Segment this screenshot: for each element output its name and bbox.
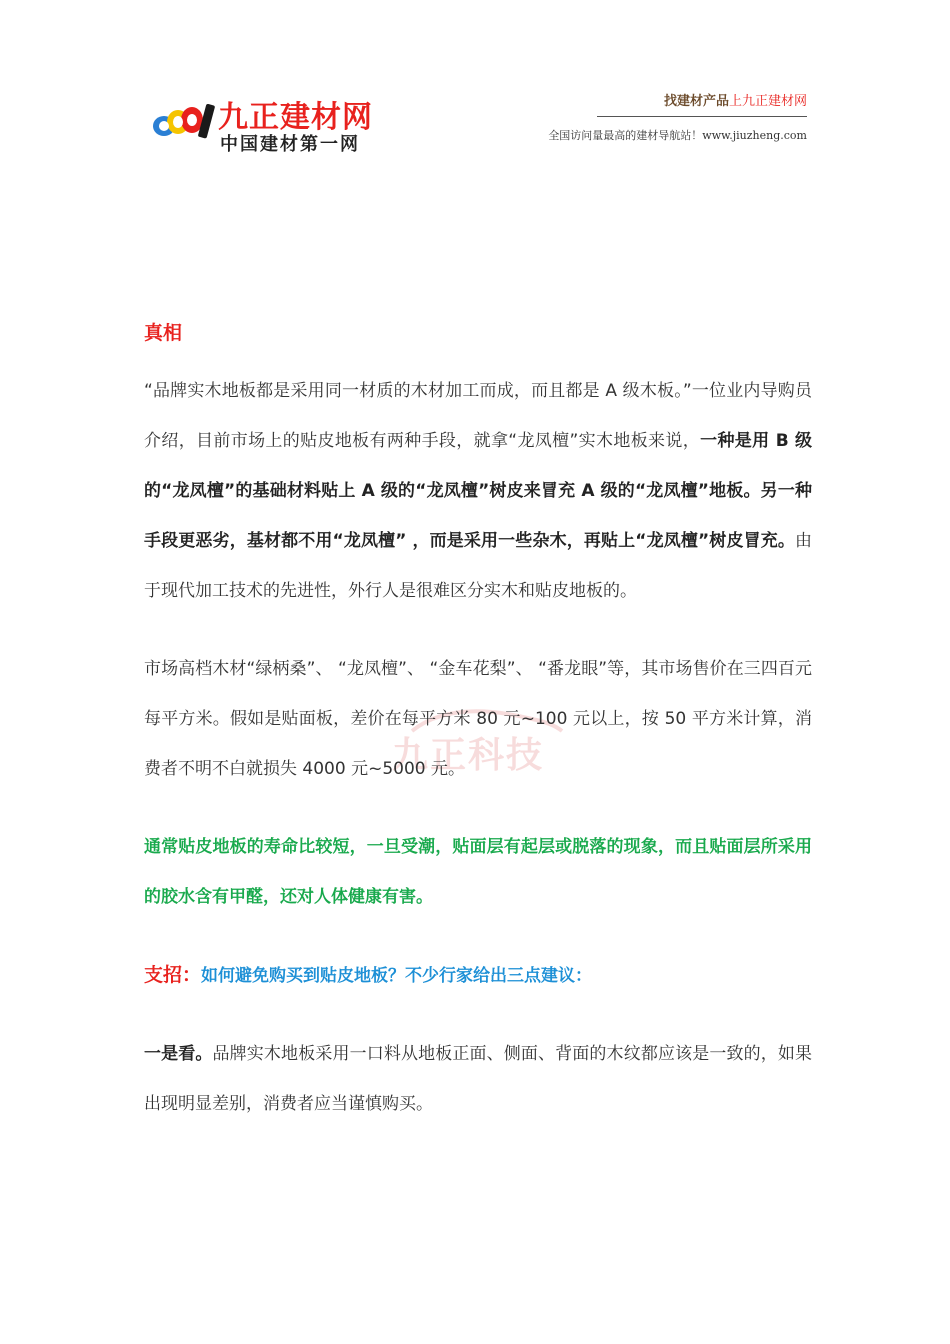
logo-slogan: 中国建材第一网 bbox=[220, 134, 360, 155]
tagline-prefix: 找建材产品 bbox=[663, 94, 729, 109]
paragraph-2: 市场高档木材“绿柄桑”、 “龙凤檀”、 “金车花梨”、 “番龙眼”等，其市场售价在三四百元每平方米。假如是贴面板，差价在每平方米 80 元~100 元以上，按 50 平方米计算，消费者不明不白就损失 4000 元~5000 元。 bbox=[144, 659, 812, 779]
tagline-sub: 全国访问量最高的建材导航站！www.jiuzheng.com bbox=[548, 129, 807, 142]
paragraph-3-warning: 通常贴皮地板的寿命比较短，一旦受潮，贴面层有起层或脱落的现象，而且贴面层所采用的胶水含有甲醛，还对人体健康有害。 bbox=[144, 837, 812, 907]
tagline-highlight: 上九正建材网 bbox=[728, 94, 807, 109]
paragraph-4 bbox=[144, 1029, 812, 1129]
tips-heading bbox=[144, 950, 812, 1001]
paragraph-1-text-b: 由于现代加工技术的先进性，外行人是很难区分实木和贴皮地板的。 bbox=[144, 531, 812, 601]
tagline-divider bbox=[597, 116, 807, 117]
spacer bbox=[144, 616, 812, 644]
tips-question: 如何避免购买到贴皮地板？不少行家给出三点建议： bbox=[201, 966, 593, 986]
watermark-text: 九正科技 bbox=[392, 735, 545, 776]
tagline[interactable] bbox=[548, 90, 807, 109]
header-tagline-block bbox=[548, 90, 807, 143]
paragraph-1-text-a: “品牌实木地板都是采用同一材质的木材加工而成，而且都是 A 级木板。”一位业内导购员介绍，目前市场上的贴皮地板有两种手段，就拿“龙凤檀”实木地板来说， bbox=[144, 381, 812, 451]
tips-label: 支招： bbox=[144, 964, 202, 986]
logo-mark-icon bbox=[150, 100, 216, 144]
paragraph-4-bold: 一是看。 bbox=[144, 1044, 213, 1064]
site-logo[interactable] bbox=[150, 88, 390, 158]
spacer bbox=[144, 1001, 812, 1029]
article-body bbox=[144, 316, 812, 1129]
logo-name: 九正建材网 bbox=[218, 100, 373, 135]
spacer bbox=[144, 794, 812, 822]
paragraph-4-text: 品牌实木地板采用一口料从地板正面、侧面、背面的木纹都应该是一致的，如果出现明显差别，消费者应当谨慎购买。 bbox=[144, 1044, 813, 1114]
paragraph-1 bbox=[144, 366, 812, 616]
section-heading-truth: 真相 bbox=[144, 322, 183, 344]
paragraph-1-bold: 一种是用 B 级的“龙凤檀”的基础材料贴上 A 级的“龙凤檀”树皮来冒充 A 级的“龙凤檀”地板。另一种手段更恶劣，基材都不用“龙凤檀” ，而是采用一些杂木，再贴上“龙凤檀”树皮冒充。 bbox=[144, 431, 812, 551]
spacer bbox=[144, 922, 812, 950]
